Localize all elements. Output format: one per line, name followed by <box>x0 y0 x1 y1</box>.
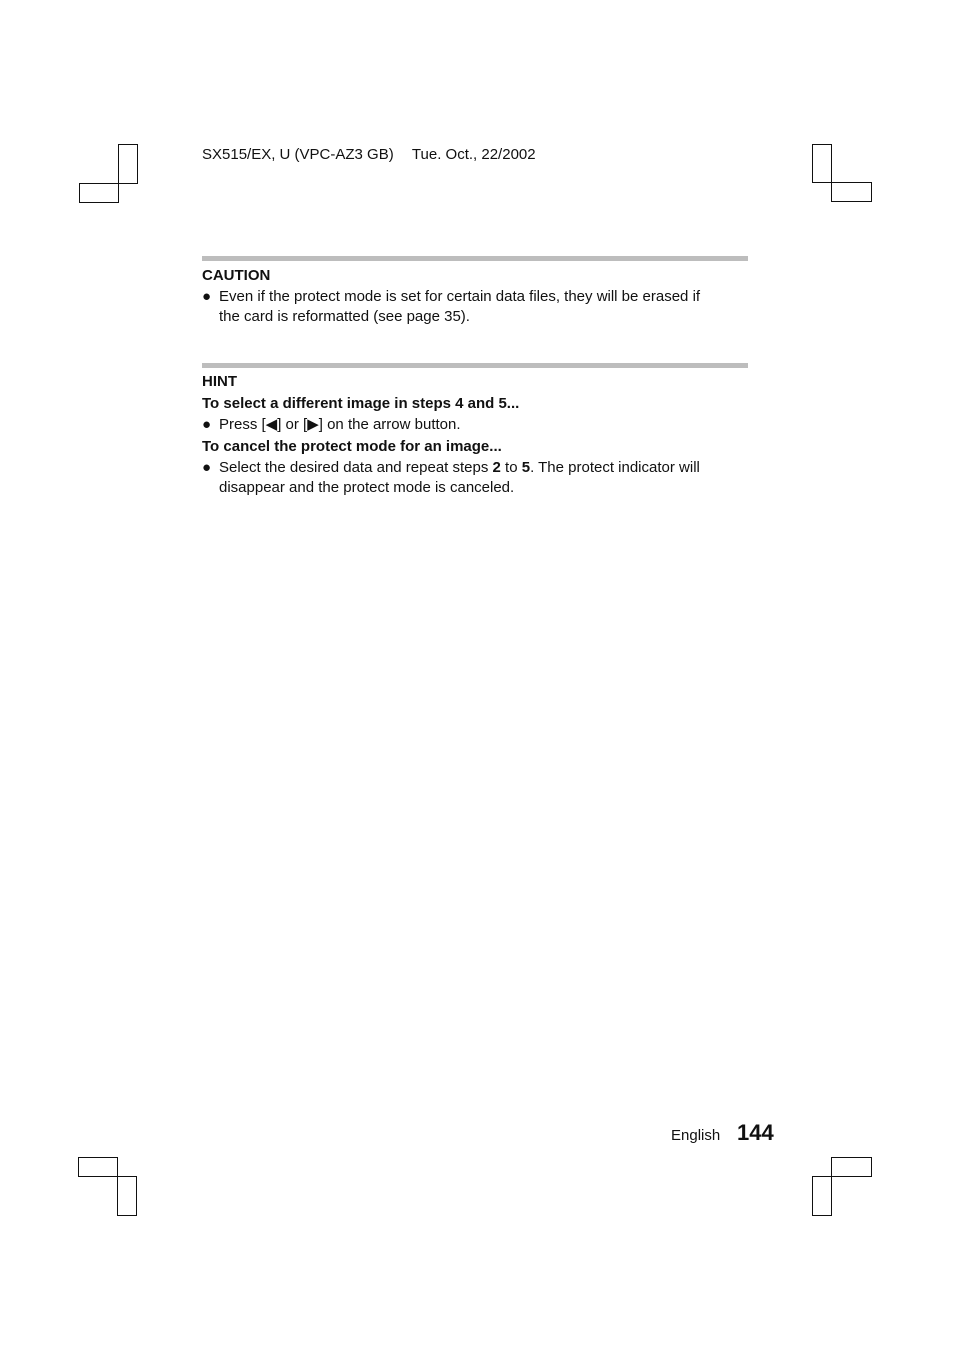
caution-text-line1: Even if the protect mode is set for certain data files, they will be erased if <box>219 288 701 305</box>
bullet-dot-icon: ● <box>202 416 212 433</box>
print-date: Tue. Oct., 22/2002 <box>411 146 536 163</box>
hint-rule <box>202 363 748 368</box>
crop-mark-bottom-left-vertical <box>117 1176 137 1216</box>
crop-mark-top-right-vertical <box>812 144 832 183</box>
bullet-dot-icon: ● <box>202 459 212 476</box>
crop-mark-top-left-horizontal <box>79 183 119 203</box>
crop-mark-top-left-vertical <box>118 144 138 184</box>
hint-title: HINT <box>202 373 237 390</box>
hint-cancel-text-line1 <box>219 458 748 478</box>
crop-mark-top-right-horizontal <box>831 182 872 202</box>
hint-select-bullet <box>202 415 748 435</box>
footer-language: English <box>671 1127 721 1144</box>
hint-cancel-part1: Select the desired data and repeat steps <box>219 459 493 476</box>
crop-mark-bottom-right-horizontal <box>831 1157 872 1177</box>
hint-cancel-part2: to <box>500 459 522 476</box>
print-header <box>202 146 536 163</box>
caution-section <box>202 266 748 327</box>
caution-rule <box>202 256 748 261</box>
hint-cancel-step-to: 5 <box>521 459 531 476</box>
caution-bullet <box>202 287 748 327</box>
hint-cancel-text-line2: disappear and the protect mode is canceled. <box>219 479 515 496</box>
model-label: SX515/EX, U (VPC-AZ3 GB) <box>202 146 394 163</box>
bullet-dot-icon: ● <box>202 288 212 305</box>
hint-cancel-part3: . The protect indicator will <box>530 459 700 476</box>
crop-mark-bottom-right-vertical <box>812 1176 832 1216</box>
caution-title: CAUTION <box>202 267 271 284</box>
hint-cancel-bullet <box>202 458 748 498</box>
hint-select-text: Press [◀] or [▶] on the arrow button. <box>219 416 461 433</box>
hint-section <box>202 372 748 498</box>
crop-mark-bottom-left-horizontal <box>78 1157 118 1177</box>
page-number: 144 <box>737 1120 774 1145</box>
hint-select-heading: To select a different image in steps 4 and 5... <box>202 395 520 412</box>
caution-text-line2: the card is reformatted (see page 35). <box>219 308 470 325</box>
hint-cancel-heading: To cancel the protect mode for an image... <box>202 438 502 455</box>
hint-cancel-step-from: 2 <box>492 459 501 476</box>
